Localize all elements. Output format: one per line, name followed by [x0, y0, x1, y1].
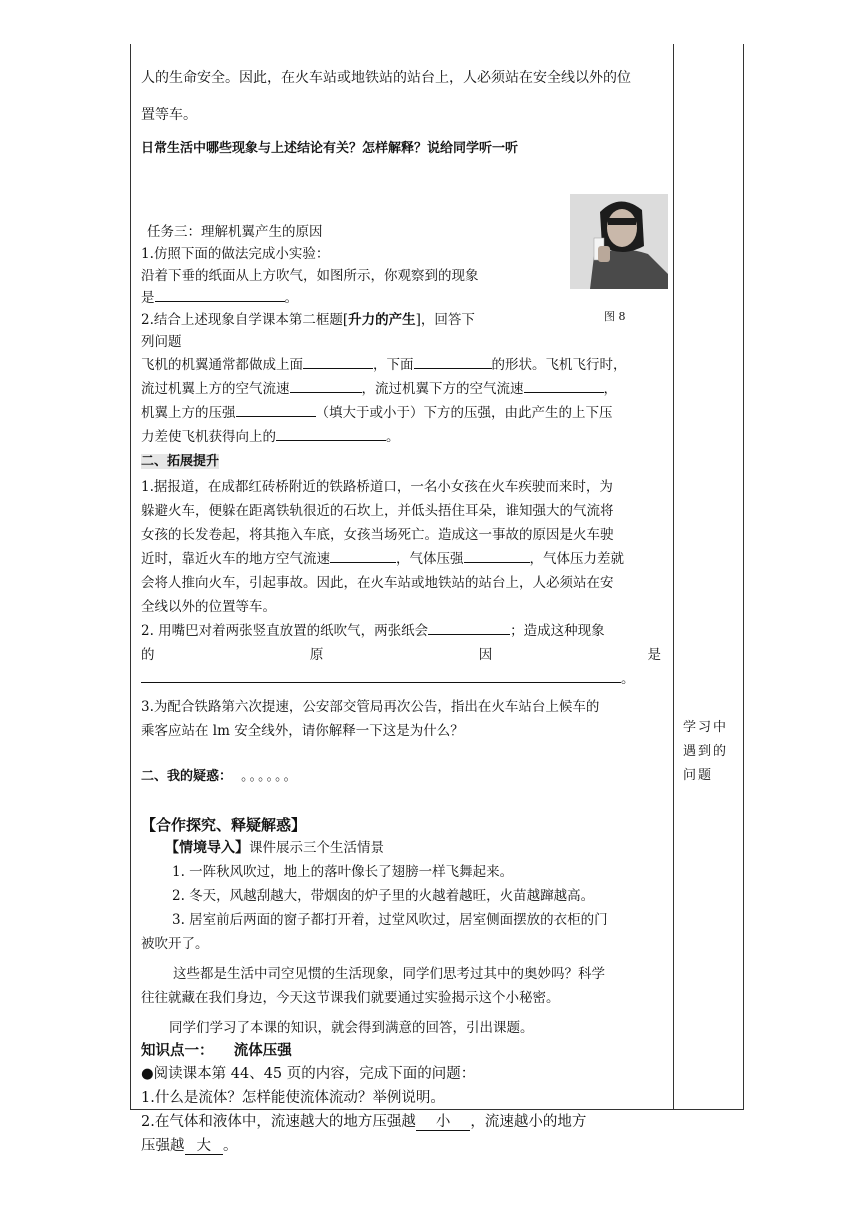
text: 2.结合上述现象自学课本第二框题[ [141, 312, 349, 328]
text: 流过机翼上方的空气流速 [141, 381, 290, 397]
blank[interactable] [330, 548, 396, 563]
doubts-label: 二、我的疑惑： [141, 769, 233, 784]
explore-heading: 【合作探究、释疑解惑】 [141, 816, 307, 834]
text: 原 [309, 647, 399, 663]
task3-step2-cont: 列问题 [141, 334, 182, 350]
blank[interactable] [428, 620, 510, 635]
wing-line [141, 425, 666, 449]
text: 因 [478, 647, 568, 663]
text: 。 [284, 290, 298, 306]
text: ，气体压力差就 [529, 551, 624, 567]
text: 的形状。飞机飞行时， [491, 357, 627, 373]
text: ，下面 [373, 357, 414, 373]
extend-q1 [141, 475, 666, 619]
explore-body [141, 836, 666, 1040]
person-blowing-paper-illustration [570, 194, 668, 289]
intro-line: 人的生命安全。因此，在火车站或地铁站的站台上，人必须站在安全线以外的位 [141, 70, 631, 86]
scenario-intro [141, 836, 666, 860]
text: 是 [647, 647, 662, 663]
task3-step1: 1.仿照下面的做法完成小实验： [141, 246, 330, 262]
knowledge-q1: 1.什么是流体？怎样能使流体流动？举例说明。 [141, 1090, 445, 1106]
q2-line [141, 667, 666, 691]
blank[interactable] [155, 287, 285, 302]
text: 2.在气体和液体中，流速越大的地方压强越 [141, 1114, 416, 1130]
q1-line: 全线以外的位置等车。 [141, 599, 276, 615]
text: 。 [621, 671, 635, 687]
extend-heading [141, 451, 666, 473]
intro-line: 置等车。 [141, 107, 197, 123]
text: 。 [386, 429, 400, 445]
task3-step1-text: 沿着下垂的纸面从上方吹气，如图所示，你观察到的现象 [141, 268, 479, 284]
q1-line [141, 547, 666, 571]
doubts-line [141, 765, 666, 784]
bold-label: 【情境导入】 [165, 840, 249, 856]
side-note: 学习中遇到的问题 [683, 720, 729, 783]
extend-q3 [141, 695, 666, 743]
doubts-dots: 。。。。。。 [241, 769, 299, 784]
wing-line [141, 377, 666, 401]
text: 。 [223, 1138, 238, 1154]
column-divider [673, 44, 674, 1110]
text: ；造成这种现象 [510, 623, 605, 639]
scenario-item: 被吹开了。 [141, 936, 209, 952]
blank[interactable] [236, 402, 316, 417]
answer-fill[interactable]: 小 [416, 1114, 471, 1131]
text: 课件展示三个生活情景 [249, 840, 384, 856]
blank[interactable] [290, 378, 362, 393]
knowledge-q2-cont [141, 1134, 666, 1158]
blank[interactable] [414, 354, 492, 369]
q1-line: 躲避火车，便躲在距离铁轨很近的石坎上，并低头捂住耳朵，谁知强大的气流将 [141, 503, 614, 519]
q1-line: 会将人推向火车，引起事故。因此，在火车站或地铁站的站台上，人必须站在安 [141, 575, 614, 591]
text: ，流速越小的地方 [470, 1114, 587, 1130]
blank[interactable] [141, 668, 621, 683]
text: 力差使飞机获得向上的 [141, 429, 276, 445]
extend-q2 [141, 619, 666, 691]
scenario-item: 2. 冬天，风越刮越大，带烟囱的炉子里的火越着越旺，火苗越蹿越高。 [172, 888, 595, 904]
knowledge-heading: 知识点一： 流体压强 [141, 1043, 292, 1059]
bold-term: 升力的产生 [348, 312, 416, 328]
task3-step2 [141, 309, 531, 331]
wing-line [141, 401, 666, 425]
text: ， [603, 381, 617, 397]
text: （填大于或小于）下方的压强，由此产生的上下压 [315, 405, 613, 421]
task3-step1-answer [141, 287, 531, 309]
scenario-item: 1. 一阵秋风吹过，地上的落叶像长了翅膀一样飞舞起来。 [172, 864, 514, 880]
q3-line: 3.为配合铁路第六次提速，公安部交管局再次公告，指出在火车站台上候车的 [141, 699, 600, 715]
text: 2. 用嘴巴对着两张竖直放置的纸吹气，两张纸会 [141, 623, 429, 639]
figure-image [570, 194, 668, 289]
text: ，流过机翼下方的空气流速 [361, 381, 524, 397]
text: 机翼上方的压强 [141, 405, 236, 421]
paragraph: 同学们学习了本课的知识，就会得到满意的回答，引出课题。 [169, 1020, 534, 1036]
q3-line: 乘客应站在 lm 安全线外，请你解释一下这是为什么？ [141, 723, 464, 739]
q2-spread-line [141, 643, 661, 667]
text: 压强越 [141, 1138, 185, 1154]
text: ，气体压强 [396, 551, 464, 567]
task3-section [141, 221, 531, 353]
answer-fill[interactable]: 大 [185, 1138, 224, 1155]
wing-line [141, 353, 666, 377]
blank[interactable] [464, 548, 530, 563]
figure-caption: 图 8 [604, 310, 626, 323]
heading-text: 二、拓展提升 [141, 454, 220, 469]
q1-line: 1.据报道，在成都红砖桥附近的铁路桥道口，一名小女孩在火车疾驶而来时，为 [141, 479, 613, 495]
text: 的 [141, 647, 231, 663]
intro-question: 日常生活中哪些现象与上述结论有关？怎样解释？说给同学听一听 [141, 141, 519, 156]
q2-line [141, 619, 666, 643]
knowledge-q2 [141, 1110, 666, 1134]
text: ]，回答下 [415, 312, 475, 328]
knowledge-body [141, 1062, 666, 1158]
text: 近时，靠近火车的地方空气流速 [141, 551, 330, 567]
scenario-item: 3. 居室前后两面的窗子都打开着，过堂风吹过，居室侧面摆放的衣柜的门 [172, 912, 608, 928]
paragraph: 这些都是生活中司空见惯的生活现象，同学们思考过其中的奥妙吗？科学 [173, 966, 605, 982]
task3-title: 任务三：理解机翼产生的原因 [147, 224, 323, 240]
read-instruction: ●阅读课本第 44、45 页的内容，完成下面的问题： [141, 1066, 476, 1082]
blank[interactable] [524, 378, 604, 393]
blank[interactable] [276, 426, 386, 441]
text: 是 [141, 290, 155, 306]
paragraph: 往往就藏在我们身边，今天这节课我们就要通过实验揭示这个小秘密。 [141, 990, 560, 1006]
text: 飞机的机翼通常都做成上面 [141, 357, 303, 373]
blank[interactable] [303, 354, 373, 369]
q1-line: 女孩的长发卷起，将其拖入车底，女孩当场死亡。造成这一事故的原因是火车驶 [141, 527, 614, 543]
